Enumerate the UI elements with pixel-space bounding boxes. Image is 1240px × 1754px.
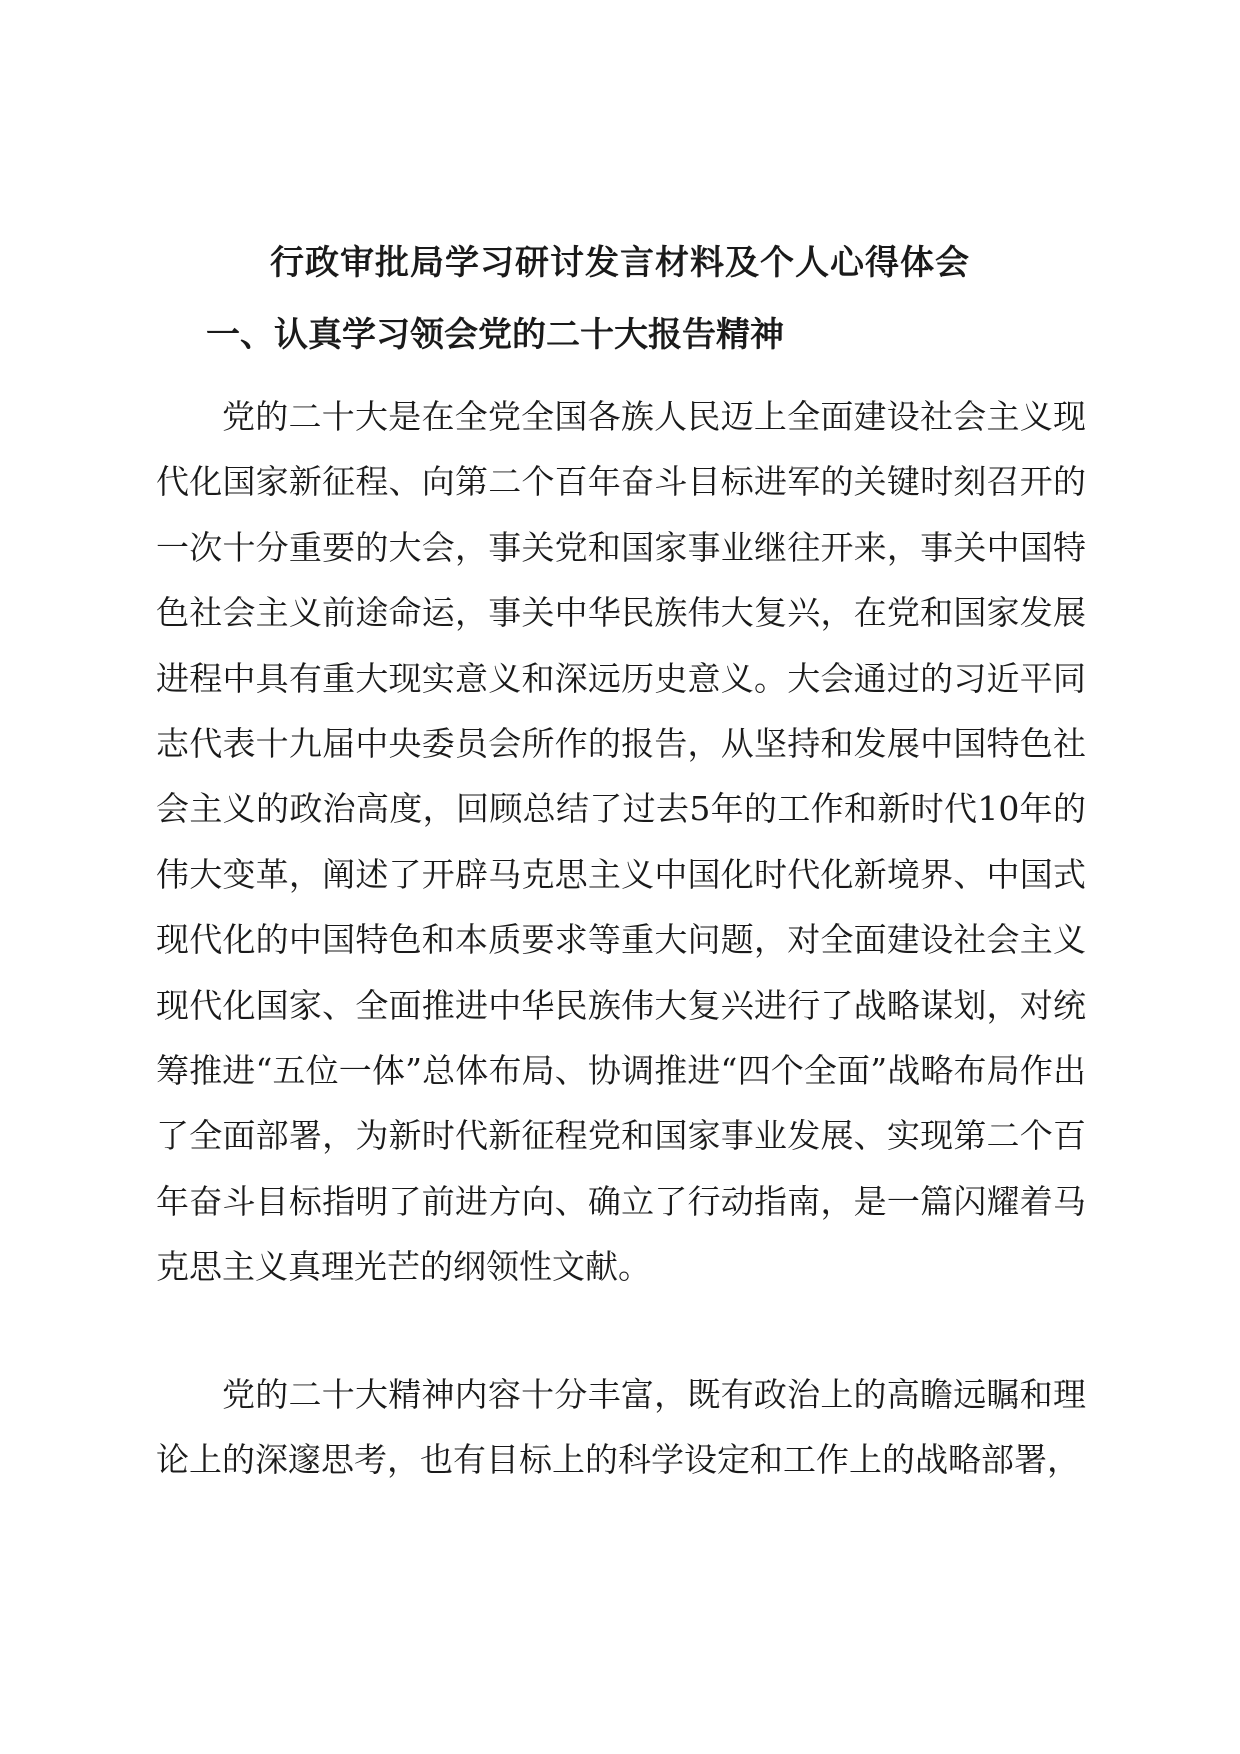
body-paragraph: 党的二十大精神内容十分丰富，既有政治上的高瞻远瞩和理论上的深邃思考，也有目标上的科学设定和工作上的战略部署， — [156, 1375, 1086, 1480]
document-title: 行政审批局学习研讨发言材料及个人心得体会 — [270, 243, 970, 283]
section-heading: 一、认真学习领会党的二十大报告精神 — [206, 315, 784, 355]
body-paragraph: 党的二十大是在全党全国各族人民迈上全面建设社会主义现代化国家新征程、向第二个百年奋斗目标进军的关键时刻召开的一次十分重要的大会，事关党和国家事业继往开来，事关中国特色社会主义前途命运，事关中华民族伟大复兴，在党和国家发展进程中具有重大现实意义和深远历史意义。大会通过的习近平同志代表十九届中央委员会所作的报告，从坚持和发展中国特色社会主义的政治高度，回顾总结了过去5年的工作和新时代10年的伟大变革，阐述了开辟马克思主义中国化时代化新境界、中国式现代化的中国特色和本质要求等重大问题，对全面建设社会主义现代化国家、全面推进中华民族伟大复兴进行了战略谋划，对统筹推进“五位一体”总体布局、协调推进“四个全面”战略布局作出了全面部署，为新时代新征程党和国家事业发展、实现第二个百年奋斗目标指明了前进方向、确立了行动指南，是一篇闪耀着马克思主义真理光芒的纲领性文献。 — [156, 397, 1086, 1287]
